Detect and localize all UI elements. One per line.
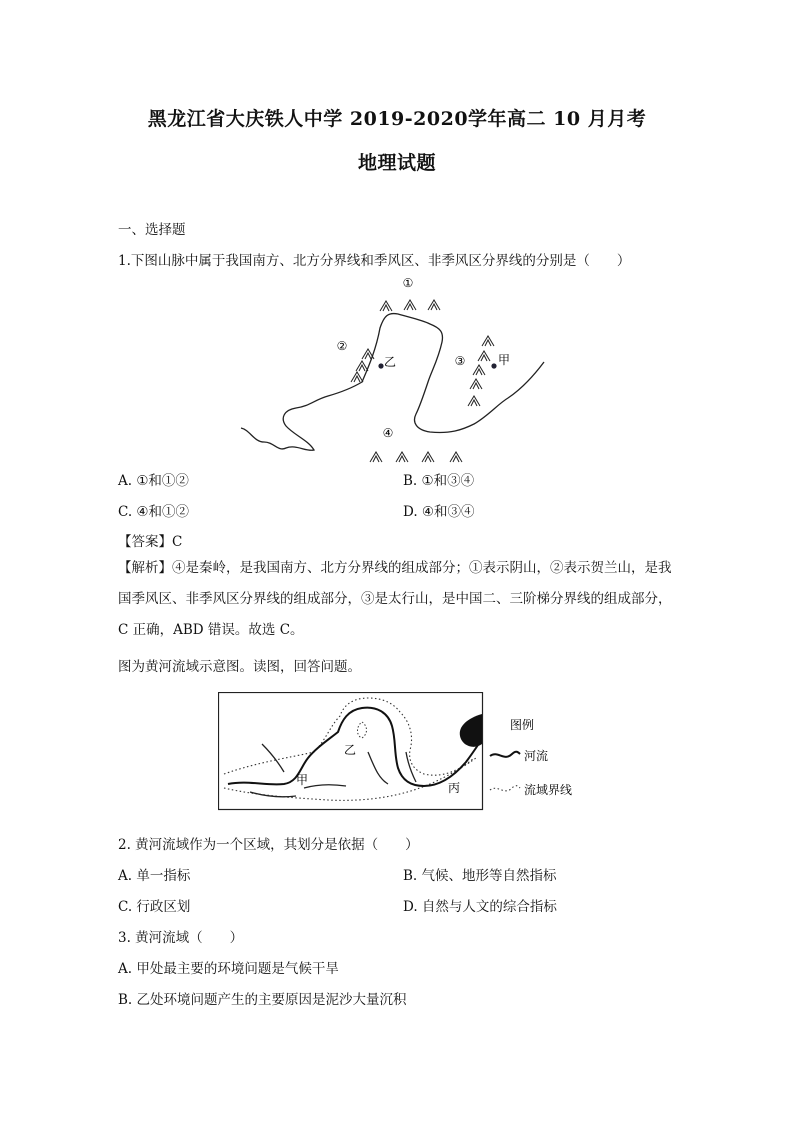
inner-boundary [358,722,367,738]
sea-area [460,714,482,747]
q1-analysis: 【解析】④是秦岭，是我国南方、北方分界线的组成部分；①表示阴山，②表示贺兰山，是我国季风区、非季风区分界线的组成部分，③是太行山，是中国二、三阶梯分界线的组成部分，C 正确，ABD 错误。故选 C。 [118,560,672,638]
page-title: 黑龙江省大庆铁人中学 2019-2020学年高二 10 月月考 [147,108,647,130]
legend-boundary-icon [490,786,520,791]
label-jia: 甲 [296,773,309,787]
section-heading: 一、选择题 [118,222,186,238]
label-yi: 乙 [384,355,397,369]
legend-river: 河流 [524,749,549,763]
mountain-range-2 [351,349,374,382]
q1-option-b[interactable]: B. ①和③④ [403,473,475,489]
city-dot-icon [378,363,383,368]
legend-river-icon [490,752,520,757]
q1-option-d[interactable]: D. ④和③④ [403,504,475,520]
mountain-range-1 [380,300,440,311]
city-dot-icon [491,363,496,368]
page-subtitle: 地理试题 [357,152,436,174]
q1-option-c[interactable]: C. ④和①② [118,504,190,520]
label-1: ① [402,276,414,290]
q3-option-b[interactable]: B. 乙处环境问题产生的主要原因是泥沙大量沉积 [118,992,407,1008]
label-bing: 丙 [448,781,461,795]
q3-stem: 3. 黄河流域（ ） [118,930,244,946]
mountain-range-4 [370,452,462,462]
q2-option-b[interactable]: B. 气候、地形等自然指标 [403,868,557,884]
q1-option-a[interactable]: A. ①和①② [118,473,189,489]
yellow-river-basin-map [218,692,596,816]
tributaries [250,744,416,797]
legend-boundary: 流域界线 [524,783,573,797]
label-4: ④ [382,426,394,440]
q2-option-a[interactable]: A. 单一指标 [118,868,191,884]
label-jia: 甲 [498,353,511,367]
label-3: ③ [454,354,466,368]
q1-answer: 【答案】C [118,534,183,550]
q1-stem: 1.下图山脉中属于我国南方、北方分界线和季风区、非季风区分界线的分别是（ ） [118,253,631,269]
q2-stem: 2. 黄河流域作为一个区域，其划分是依据（ ） [118,837,419,853]
legend-title: 图例 [510,718,535,732]
q2-option-d[interactable]: D. 自然与人文的综合指标 [403,899,557,915]
q3-option-a[interactable]: A. 甲处最主要的环境问题是气候干旱 [118,961,339,977]
map-legend [490,717,572,797]
label-2: ② [336,339,348,353]
mountain-range-3 [468,336,494,406]
q1-mountain-map [236,270,566,466]
label-yi: 乙 [344,743,357,757]
q2-intro: 图为黄河流域示意图。读图，回答问题。 [118,659,361,675]
q2-option-c[interactable]: C. 行政区划 [118,899,191,915]
